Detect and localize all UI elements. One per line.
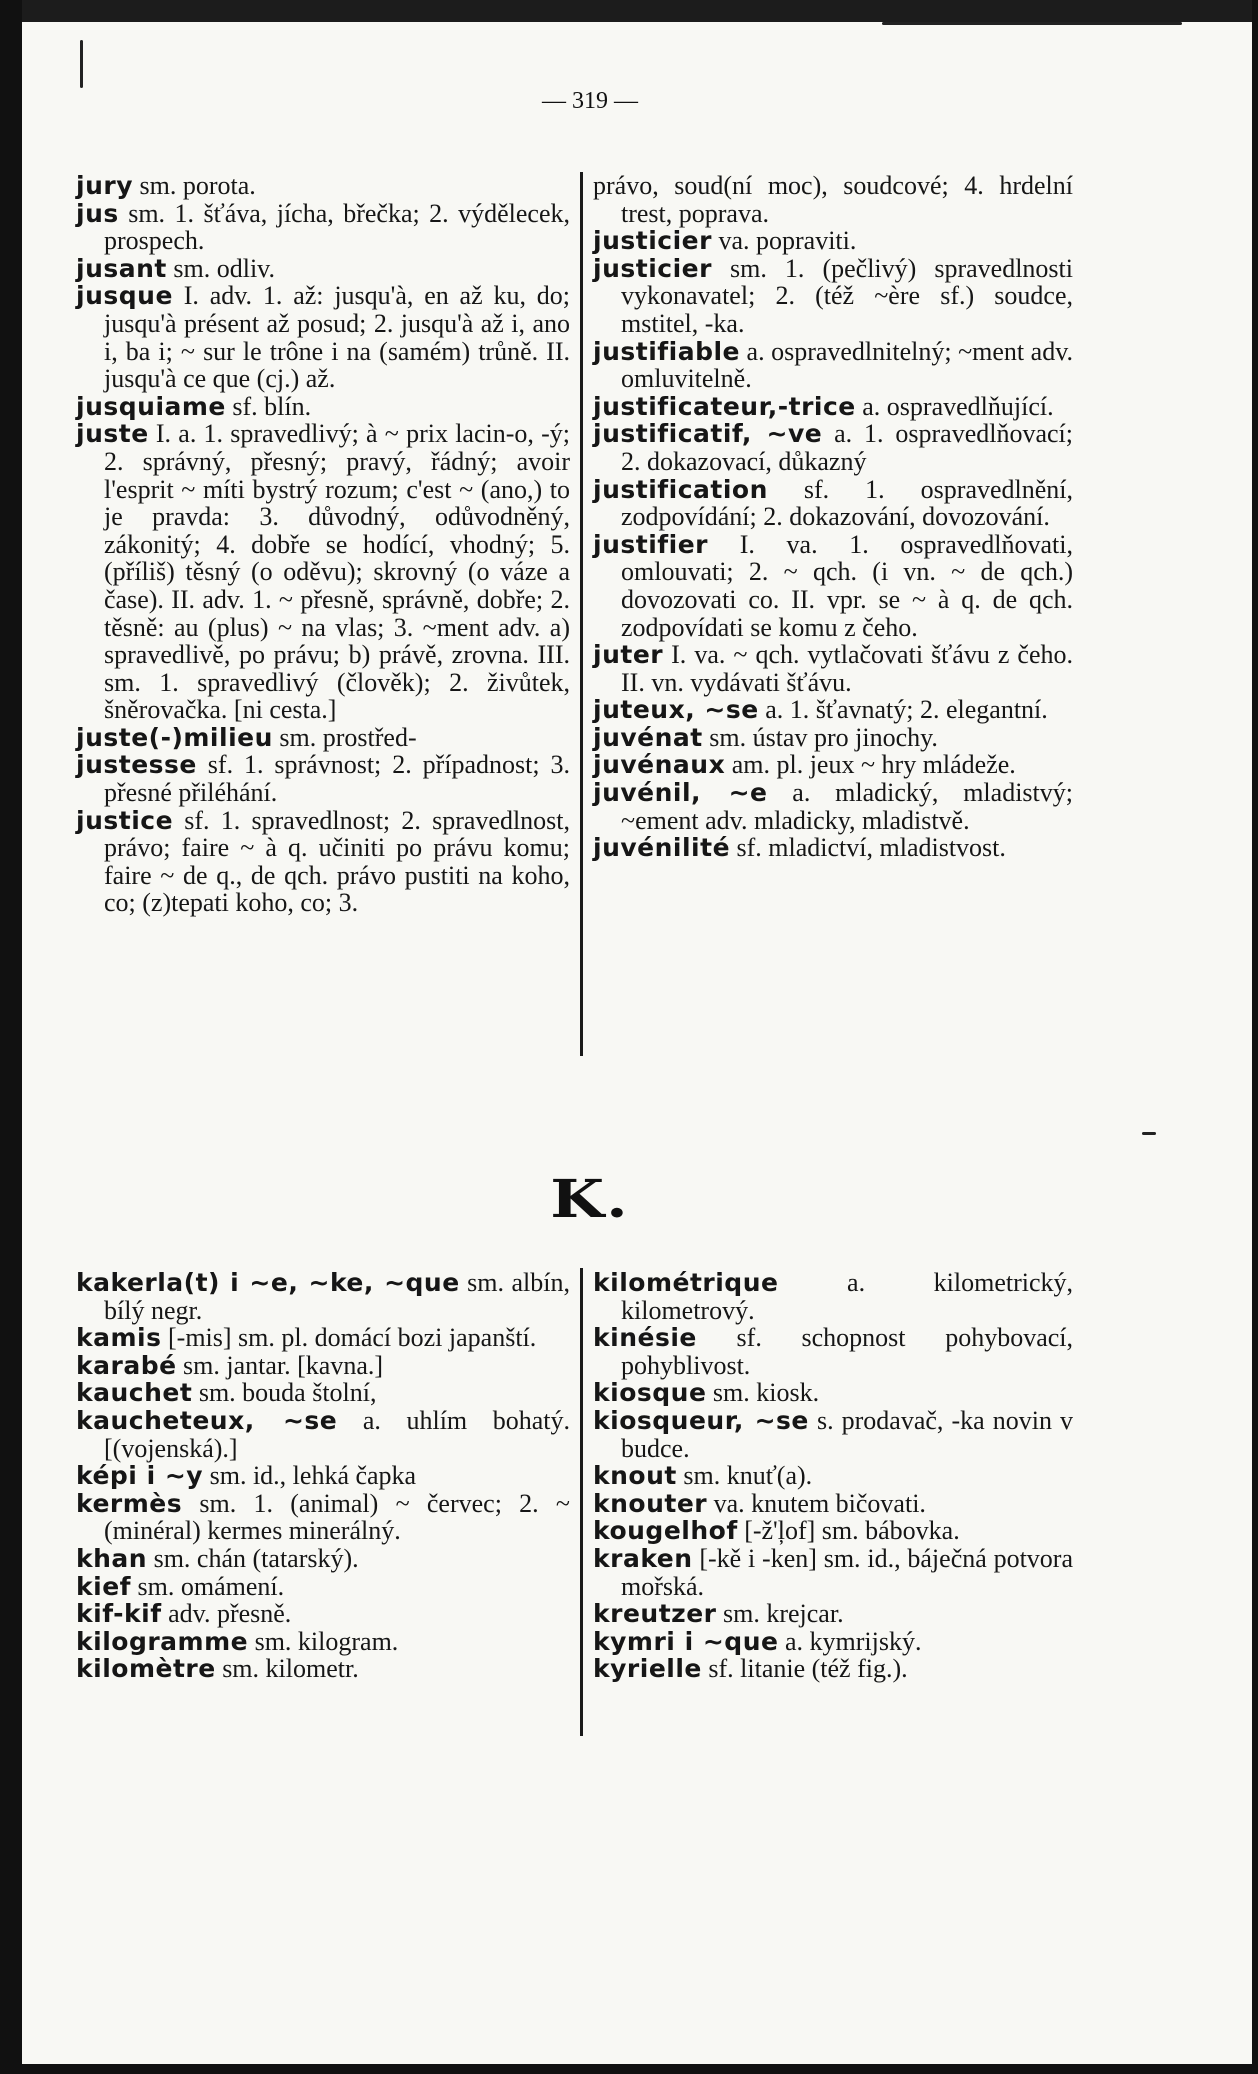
entry-headword: knouter xyxy=(593,1488,708,1518)
dictionary-entry xyxy=(76,200,570,255)
dictionary-entry xyxy=(593,227,1073,255)
dictionary-entry xyxy=(76,1545,570,1573)
page-number: — 319 — xyxy=(542,88,638,114)
dictionary-entry xyxy=(593,1269,1073,1324)
entry-headword: kreutzer xyxy=(593,1599,717,1629)
dictionary-entry xyxy=(593,255,1073,338)
dictionary-entry xyxy=(593,724,1073,752)
entry-definition: va. popraviti. xyxy=(718,226,857,256)
entry-headword: kief xyxy=(76,1571,132,1601)
entry-definition: [-mis] sm. pl. domácí bozi japanští. xyxy=(168,1323,537,1353)
dictionary-entry xyxy=(593,420,1073,475)
entry-definition: a. mladický, mladistvý; ~ement adv. mladicky, mladistvě. xyxy=(621,778,1073,835)
dictionary-entry xyxy=(593,834,1073,862)
entry-headword: khan xyxy=(76,1543,148,1573)
dictionary-entry xyxy=(76,393,570,421)
entry-definition: právo, soud(ní moc), soudcové; 4. hrdelní trest, poprava. xyxy=(593,171,1073,228)
dictionary-entry xyxy=(593,1545,1073,1600)
entry-definition: s. prodavač, -ka novin v budce. xyxy=(621,1405,1074,1463)
entry-headword: justicier xyxy=(593,253,712,283)
entry-headword: justesse xyxy=(76,750,197,780)
entry-headword: kymri i ~que xyxy=(593,1626,779,1656)
scan-left-border xyxy=(0,0,22,2074)
dictionary-entry xyxy=(76,420,570,724)
entry-definition: sf. schopnost pohybovací, pohyblivost. xyxy=(621,1323,1073,1380)
entry-headword: jus xyxy=(76,198,119,228)
entry-definition: I. a. 1. spravedlivý; à ~ prix lacin-o, -ý; 2. správný, přesný; pravý, řádný; avoir l'esprit ~ míti bystrý rozum; c'est ~ (ano,) to je pravda: 3. důvodný, odůvodněný, zákonitý; 4. dobře se hodící, vhodný; 5. (příliš) těsný (o oděvu); skrovný (o váze a čase). II. adv. 1. ~ přesně, správně, dobře; 2. těsně: au (plus) ~ na vlas; 3. ~ment adv. a) spravedlivě, po právu; b) právě, zrovna. III. sm. 1. spravedlivý (člověk); 2. živůtek, šněrovačka. [ni cesta.] xyxy=(104,419,571,725)
dictionary-entry xyxy=(76,1573,570,1601)
entry-headword: kilométrique xyxy=(593,1268,779,1297)
entry-headword: kilogramme xyxy=(76,1626,249,1656)
entry-headword: kauchet xyxy=(76,1378,193,1408)
entry-definition: a. 1. ospravedlňovací; 2. dokazovací, důkazný xyxy=(621,419,1073,476)
dictionary-entry xyxy=(76,1462,570,1490)
entry-headword: juste xyxy=(76,419,149,449)
entry-headword: kermès xyxy=(76,1488,183,1518)
entry-definition: sm. knuť(a). xyxy=(683,1461,813,1491)
entry-headword: karabé xyxy=(76,1350,177,1380)
entry-definition: sm. odliv. xyxy=(173,253,275,283)
entry-headword: kakerla(t) i ~e, ~ke, ~que xyxy=(76,1268,460,1297)
entry-headword: jusant xyxy=(76,253,167,283)
entry-definition: sm. 1. šťáva, jícha, břečka; 2. výdělecek, prospech. xyxy=(104,198,571,256)
dictionary-entry xyxy=(593,1379,1073,1407)
entry-headword: jusquiame xyxy=(76,391,226,421)
entry-definition: sm. albín, bílý negr. xyxy=(104,1268,570,1325)
dictionary-entry xyxy=(593,393,1073,421)
dictionary-entry xyxy=(76,255,570,283)
dictionary-entry xyxy=(76,1655,570,1683)
entry-definition: [-ž'ļof] sm. bábovka. xyxy=(744,1516,960,1546)
entry-definition: sm. chán (tatarský). xyxy=(153,1543,359,1573)
entry-definition: va. knutem bičovati. xyxy=(713,1488,926,1518)
scan-right-border xyxy=(1252,0,1258,2074)
entry-definition: a. ospravedlnitelný; ~ment adv. omluvitelně. xyxy=(621,336,1074,394)
entry-headword: kyrielle xyxy=(593,1654,702,1684)
entry-headword: jusque xyxy=(76,281,173,311)
entry-headword: kraken xyxy=(593,1543,693,1573)
entry-definition: I. va. ~ qch. vytlačovati šťávu z čeho. II. vn. vydávati šťávu. xyxy=(621,640,1073,697)
entry-headword: juvénaux xyxy=(593,750,726,780)
entry-definition: adv. přesně. xyxy=(168,1599,292,1629)
scan-mark xyxy=(80,40,83,88)
dictionary-entry xyxy=(593,531,1073,641)
dictionary-entry xyxy=(593,1628,1073,1656)
entry-definition: sm. kilogram. xyxy=(254,1626,399,1656)
entry-definition: am. pl. jeux ~ hry mládeže. xyxy=(731,750,1016,780)
column-k-left xyxy=(76,1269,570,1683)
scan-bottom-border xyxy=(0,2064,1258,2074)
column-k-right xyxy=(593,1269,1073,1683)
dictionary-entry xyxy=(593,172,1073,227)
entry-headword: juvénil, ~e xyxy=(593,778,768,808)
entry-definition: sf. 1. spravedlnost; 2. spravedlnost, právo; faire ~ à q. učiniti po právu komu; faire ~ de q., de qch. právo pustiti na koho, co; (z)tepati koho, co; 3. xyxy=(104,805,571,918)
entry-headword: kamis xyxy=(76,1323,162,1353)
entry-definition: sf. blín. xyxy=(232,391,312,421)
entry-definition: sm. id., lehká čapka xyxy=(209,1461,417,1491)
entry-definition: sm. jantar. [kavna.] xyxy=(183,1350,384,1380)
entry-headword: kif-kif xyxy=(76,1599,162,1629)
entry-headword: justificateur,-trice xyxy=(593,391,856,421)
entry-headword: kinésie xyxy=(593,1323,697,1353)
entry-headword: juste(-)milieu xyxy=(76,722,273,752)
entry-headword: justification xyxy=(593,474,768,504)
entry-headword: kaucheteux, ~se xyxy=(76,1405,338,1435)
dictionary-entry xyxy=(76,1324,570,1352)
dictionary-entry xyxy=(76,1490,570,1545)
dictionary-entry xyxy=(76,807,570,917)
entry-definition: sm. bouda štolní, xyxy=(198,1378,377,1408)
entry-definition: sf. mladictví, mladistvost. xyxy=(736,833,1006,863)
entry-headword: kougelhof xyxy=(593,1516,738,1546)
scan-mark xyxy=(1142,1132,1156,1135)
dictionary-entry xyxy=(593,1490,1073,1518)
entry-definition: sm. krejcar. xyxy=(723,1599,844,1629)
entry-definition: I. va. 1. ospravedlňovati, omlouvati; 2. ~ qch. (i vn. ~ de qch.) dovozovati co. II. vpr. se ~ à q. de qch. zodpovídati se komu z čeho. xyxy=(621,529,1074,642)
dictionary-entry xyxy=(593,1517,1073,1545)
dictionary-entry xyxy=(593,1462,1073,1490)
entry-definition: a. ospravedlňující. xyxy=(862,391,1054,421)
entry-definition: [-kě i -ken] sm. id., báječná potvora mořská. xyxy=(621,1543,1074,1601)
entry-headword: juteux, ~se xyxy=(593,695,759,725)
dictionary-entry xyxy=(593,1600,1073,1628)
entry-headword: juvénilité xyxy=(593,833,731,863)
section-letter-k: K. xyxy=(550,1167,630,1230)
column-j-right xyxy=(593,172,1073,862)
entry-definition: sf. 1. ospravedlnění, zodpovídání; 2. dokazování, dovozování. xyxy=(621,474,1074,532)
entry-definition: sf. litanie (též fig.). xyxy=(708,1654,908,1684)
entry-headword: juvénat xyxy=(593,722,703,752)
entry-definition: sm. prostřed- xyxy=(279,722,417,752)
entry-definition: sm. 1. (pečlivý) spravedlnosti vykonavatel; 2. (též ~ère sf.) soudce, mstitel, -ka. xyxy=(621,253,1073,338)
dictionary-entry xyxy=(76,724,570,752)
entry-definition: I. adv. 1. až: jusqu'à, en až ku, do; jusqu'à présent až posud; 2. jusqu'à až i, ano i, ba i; ~ sur le trône i na (samém) trůně. II. jusqu'à ce que (cj.) až. xyxy=(104,281,570,394)
dictionary-entry xyxy=(593,751,1073,779)
dictionary-entry xyxy=(76,1407,570,1462)
dictionary-entry xyxy=(593,1655,1073,1683)
dictionary-entry xyxy=(593,338,1073,393)
column-divider xyxy=(580,1268,583,1736)
entry-headword: kiosqueur, ~se xyxy=(593,1405,809,1435)
entry-definition: a. kilometrický, kilometrový. xyxy=(621,1268,1073,1325)
entry-headword: justice xyxy=(76,805,174,835)
dictionary-entry xyxy=(76,1600,570,1628)
entry-headword: juter xyxy=(593,640,664,670)
dictionary-entry xyxy=(76,751,570,806)
entry-definition: sm. kiosk. xyxy=(712,1378,820,1408)
entry-definition: sm. porota. xyxy=(139,171,256,200)
entry-headword: jury xyxy=(76,171,133,200)
entry-headword: justifiable xyxy=(593,336,741,366)
dictionary-entry xyxy=(593,779,1073,834)
dictionary-entry xyxy=(593,696,1073,724)
dictionary-entry xyxy=(76,172,570,200)
entry-headword: knout xyxy=(593,1461,677,1491)
dictionary-entry xyxy=(76,1379,570,1407)
entry-headword: kilomètre xyxy=(76,1654,216,1684)
dictionary-entry xyxy=(76,282,570,392)
dictionary-entry xyxy=(593,476,1073,531)
entry-definition: sm. ústav pro jinochy. xyxy=(709,722,938,752)
entry-definition: sm. omámení. xyxy=(137,1571,285,1601)
entry-headword: justificatif, ~ve xyxy=(593,419,823,449)
dictionary-entry xyxy=(76,1628,570,1656)
column-divider xyxy=(580,172,583,1056)
column-j-left xyxy=(76,172,570,917)
entry-definition: sm. kilometr. xyxy=(222,1654,359,1684)
dictionary-entry xyxy=(593,641,1073,696)
scan-mark xyxy=(882,22,1182,25)
dictionary-entry xyxy=(593,1407,1073,1462)
dictionary-entry xyxy=(593,1324,1073,1379)
entry-headword: justicier xyxy=(593,226,712,256)
entry-definition: sm. 1. (animal) ~ červec; 2. ~ (minéral) kermes minerálný. xyxy=(104,1488,571,1546)
dictionary-entry xyxy=(76,1352,570,1380)
entry-headword: justifier xyxy=(593,529,708,559)
entry-definition: a. kymrijský. xyxy=(784,1626,922,1656)
dictionary-entry xyxy=(76,1269,570,1324)
entry-headword: kiosque xyxy=(593,1378,707,1408)
entry-definition: a. 1. šťavnatý; 2. elegantní. xyxy=(765,695,1048,725)
entry-headword: képi i ~y xyxy=(76,1461,204,1491)
entry-definition: sf. 1. správnost; 2. případnost; 3. přesné přiléhání. xyxy=(104,750,570,808)
entry-definition: a. uhlím bohatý. [(vojenská).] xyxy=(104,1405,570,1463)
